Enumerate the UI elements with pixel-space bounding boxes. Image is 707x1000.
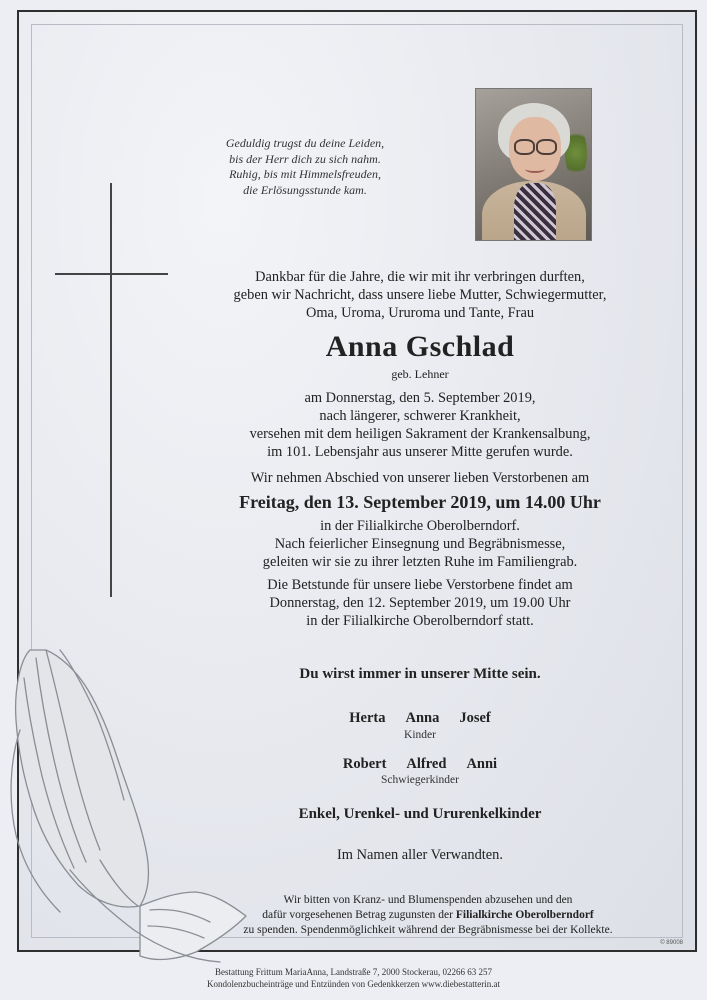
cross-icon-horizontal xyxy=(55,273,168,275)
donation-line-text: dafür vorgesehenen Betrag zugunsten der xyxy=(262,909,456,921)
death-line: nach längerer, schwerer Krankheit, xyxy=(319,408,521,424)
grandchildren: Enkel, Urenkel- und Ururenkelkinder xyxy=(298,806,542,822)
copyright-mark: © 89008 xyxy=(660,940,683,946)
cross-icon-vertical xyxy=(110,183,112,597)
church-line: geleiten wir sie zu ihrer letzten Ruhe im Familiengrab. xyxy=(262,554,578,570)
intro-line: Dankbar für die Jahre, die wir mit ihr verbringen durften, xyxy=(255,269,585,285)
portrait-photo xyxy=(475,88,592,241)
donation-line: Wir bitten von Kranz- und Blumenspenden abzusehen und den xyxy=(283,894,573,906)
birth-name: geb. Lehner xyxy=(391,367,449,381)
death-line: versehen mit dem heiligen Sakrament der Krankensalbung, xyxy=(249,426,591,442)
prayer-hour xyxy=(200,576,640,630)
memorial-motto: Du wirst immer in unserer Mitte sein. xyxy=(299,666,541,682)
intro-line: Oma, Uroma, Ururoma und Tante, Frau xyxy=(305,305,535,321)
donation-line-2 xyxy=(228,908,628,923)
verse-line: Geduldig trugst du deine Leiden, xyxy=(225,136,385,150)
condolence-info: Kondolenzbucheinträge und Entzünden von Gedenkkerzen www.diebestatterin.at xyxy=(206,979,501,989)
announcement-intro xyxy=(200,268,640,322)
intro-line: geben wir Nachricht, dass unsere liebe Mutter, Schwiegermutter, xyxy=(233,287,607,303)
donation-line: zu spenden. Spendenmöglichkeit während der Begräbnismesse bei der Kollekte. xyxy=(243,924,613,936)
child-name: Anna xyxy=(405,710,440,726)
farewell-text: Wir nehmen Abschied von unserer lieben Verstorbenen am xyxy=(250,470,590,486)
verse-line: die Erlösungsstunde kam. xyxy=(243,182,367,197)
death-line: am Donnerstag, den 5. September 2019, xyxy=(304,390,536,406)
child-name: Herta xyxy=(349,710,386,726)
in-law-name: Alfred xyxy=(406,756,447,772)
child-name: Josef xyxy=(459,710,491,726)
children-role: Kinder xyxy=(404,729,436,741)
prayer-line: in der Filialkirche Oberolberndorf statt. xyxy=(306,613,534,629)
in-law-name: Anni xyxy=(466,756,498,772)
death-details xyxy=(200,389,640,461)
funeral-home-address: Bestattung Frittum MariaAnna, Landstraße 7, 2000 Stockerau, 02266 63 257 xyxy=(215,967,492,977)
donation-recipient: Filialkirche Oberolberndorf xyxy=(455,909,594,921)
death-line: im 101. Lebensjahr aus unserer Mitte gerufen wurde. xyxy=(267,444,573,460)
on-behalf-text: Im Namen aller Verwandten. xyxy=(337,847,503,863)
church-line: in der Filialkirche Oberolberndorf. xyxy=(320,518,520,534)
in-laws-role: Schwiegerkinder xyxy=(381,774,459,786)
donation-note xyxy=(228,893,628,938)
deceased-name: Anna Gschlad xyxy=(325,330,515,363)
prayer-line: Die Betstunde für unsere liebe Verstorbene findet am xyxy=(267,577,573,593)
memorial-verse xyxy=(185,136,425,198)
church-line: Nach feierlicher Einsegnung und Begräbnismesse, xyxy=(274,536,566,552)
funeral-date: Freitag, den 13. September 2019, um 14.00 Uhr xyxy=(239,492,601,512)
in-law-name: Robert xyxy=(342,756,387,772)
verse-line: Ruhig, bis mit Himmelsfreuden, xyxy=(229,167,381,181)
prayer-line: Donnerstag, den 12. September 2019, um 19.00 Uhr xyxy=(269,595,571,611)
verse-line: bis der Herr dich zu sich nahm. xyxy=(229,151,381,166)
church-details xyxy=(200,517,640,571)
